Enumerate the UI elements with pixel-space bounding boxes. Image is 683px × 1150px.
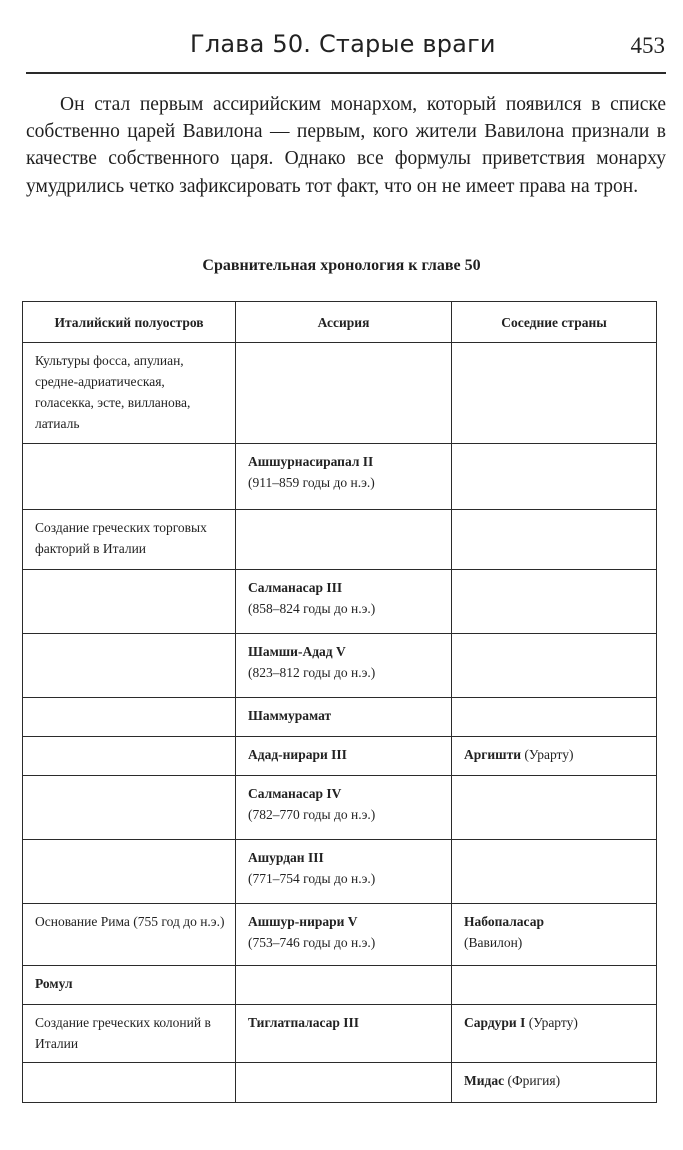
- cell-assyria: Салманасар IV (782–770 годы до н.э.): [236, 776, 452, 840]
- cell-assyria: [236, 966, 452, 1005]
- cell-italy: [23, 698, 236, 737]
- cell-neighbors: Аргишти (Урарту): [452, 737, 657, 776]
- cell-italy: [23, 1063, 236, 1103]
- cell-neighbors: [452, 698, 657, 737]
- cell-italy: Ромул: [23, 966, 236, 1005]
- cell-italy: [23, 840, 236, 904]
- header-rule: [26, 72, 666, 74]
- column-header-assyria: Ассирия: [236, 302, 452, 343]
- running-header: [22, 30, 665, 70]
- table-row: [23, 1005, 657, 1063]
- cell-neighbors: [452, 966, 657, 1005]
- cell-assyria: Шаммурамат: [236, 698, 452, 737]
- body-text: [26, 91, 666, 200]
- page-number: 453: [630, 33, 665, 58]
- cell-assyria: Ашшурнасирапал II (911–859 годы до н.э.): [236, 444, 452, 510]
- cell-neighbors: [452, 444, 657, 510]
- cell-neighbors: [452, 510, 657, 570]
- cell-assyria: Ашурдан III (771–754 годы до н.э.): [236, 840, 452, 904]
- cell-neighbors: Набопаласар (Вавилон): [452, 904, 657, 966]
- table-row: [23, 634, 657, 698]
- table-row: [23, 966, 657, 1005]
- column-header-neighbors: Соседние страны: [452, 302, 657, 343]
- table-row: [23, 840, 657, 904]
- cell-neighbors: Сардури I (Урарту): [452, 1005, 657, 1063]
- cell-italy: Создание греческих колоний в Италии: [23, 1005, 236, 1063]
- table-row: [23, 1063, 657, 1103]
- cell-assyria: [236, 1063, 452, 1103]
- cell-assyria: Салманасар III (858–824 годы до н.э.): [236, 570, 452, 634]
- chronology-table: [22, 301, 657, 1103]
- table-row: [23, 698, 657, 737]
- table-row: [23, 343, 657, 444]
- cell-italy: [23, 634, 236, 698]
- table-row: [23, 904, 657, 966]
- cell-assyria: Адад-нирари III: [236, 737, 452, 776]
- column-header-italy: Италийский полуостров: [23, 302, 236, 343]
- cell-neighbors: Мидас (Фригия): [452, 1063, 657, 1103]
- cell-neighbors: [452, 776, 657, 840]
- cell-assyria: Тиглатпаласар III: [236, 1005, 452, 1063]
- table-row: [23, 737, 657, 776]
- paragraph: Он стал первым ассирийским монархом, который появился в списке собственно царей Вавилона — первым, кого жители Вавилона признали в качестве собственного царя. Однако все формулы приветствия монарху умудрились четко зафиксировать тот факт, что он не имеет права на трон.: [26, 94, 666, 197]
- cell-italy: Культуры фосса, апулиан, средне-адриатическая, голасекка, эсте, вилланова, латиаль: [23, 343, 236, 444]
- cell-italy: [23, 570, 236, 634]
- table-row: [23, 570, 657, 634]
- table-row: [23, 444, 657, 510]
- cell-italy: [23, 737, 236, 776]
- table-row: [23, 510, 657, 570]
- cell-italy: [23, 776, 236, 840]
- cell-assyria: [236, 510, 452, 570]
- cell-neighbors: [452, 840, 657, 904]
- cell-assyria: [236, 343, 452, 444]
- table-title: Сравнительная хронология к главе 50: [202, 257, 481, 274]
- cell-neighbors: [452, 634, 657, 698]
- chapter-title: Глава 50. Старые враги: [190, 30, 496, 58]
- cell-assyria: Ашшур-нирари V (753–746 годы до н.э.): [236, 904, 452, 966]
- cell-assyria: Шамши-Адад V (823–812 годы до н.э.): [236, 634, 452, 698]
- cell-neighbors: [452, 343, 657, 444]
- cell-italy: [23, 444, 236, 510]
- table-header-row: [23, 302, 657, 343]
- cell-neighbors: [452, 570, 657, 634]
- cell-italy: Основание Рима (755 год до н.э.): [23, 904, 236, 966]
- cell-italy: Создание греческих торговых факторий в Италии: [23, 510, 236, 570]
- table-row: [23, 776, 657, 840]
